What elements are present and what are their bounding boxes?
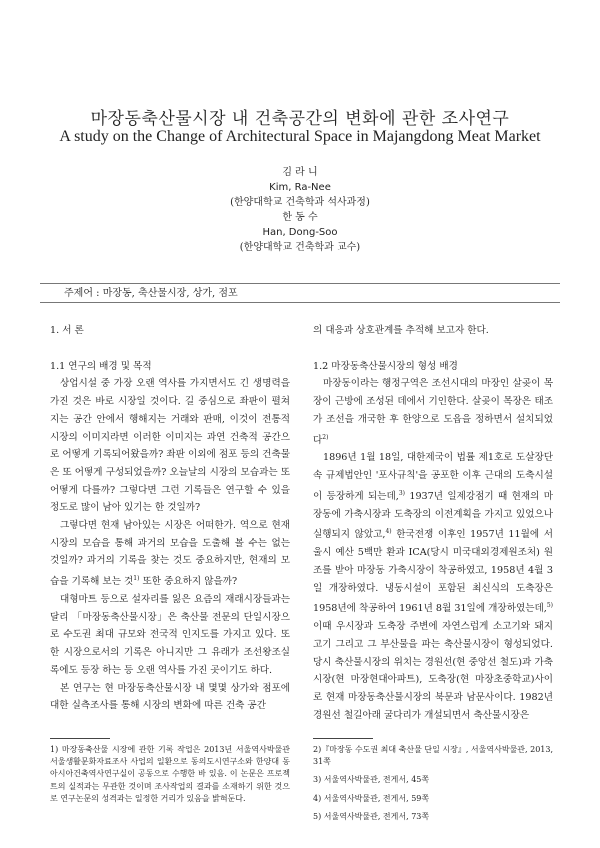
author-1-affiliation: (한양대학교 건축학과 석사과정) bbox=[230, 197, 370, 208]
paper-title-korean: 마장동축산물시장 내 건축공간의 변화에 관한 조사연구 bbox=[90, 109, 510, 129]
author-1-name-korean: 김 라 니 bbox=[282, 167, 318, 178]
subsection-heading-background: 1.1 연구의 배경 및 목적 bbox=[50, 360, 152, 372]
paper-title-english: A study on the Change of Architectural Space in Majangdong Meat Market bbox=[59, 128, 541, 145]
left-footnotes bbox=[50, 744, 290, 811]
footnote: 3) 서울역사박물관, 전게서, 45쪽 bbox=[313, 775, 430, 785]
body-paragraph: 그렇다면 현재 남아있는 시장은 어떠한가. 역으로 현재 시장의 모습을 통해 과거의 모습을 도출해 볼 수는 없는 것일까? 과거의 기록을 찾는 것도 중요하지만, 현재의 모습을 기록해 보는 것$^{1)}$ 또한 중요하지 않을까? bbox=[50, 520, 290, 588]
author-2-name-korean: 한 동 수 bbox=[282, 212, 318, 223]
author-2-name-english: Han, Dong-Soo bbox=[262, 227, 338, 238]
footnote-marker: 2) bbox=[322, 433, 329, 441]
body-paragraph: 본 연구는 현 마장동축산물시장 내 몇몇 상가와 점포에 대한 실측조사를 통해 시장의 변화에 따른 건축 공간 bbox=[50, 682, 290, 712]
right-footnotes bbox=[313, 744, 553, 829]
footnote-marker: 3) bbox=[398, 489, 406, 497]
footnote: 1) 마장동축산물 시장에 관한 기록 작업은 2013년 서울역사박물관 서울생활문화자료조사 사업의 일환으로 동의도시연구소와 한양대 동아시아건축역사연구실이 공동으로 수행한 바 있음. 이 논문은 프로젝트의 실적과는 무관한 것이며 조사작업의 결과를 소재하기 위한 것으로 연구논문의 성격과는 일정한 거리가 있음을 밝혀둔다. bbox=[50, 745, 290, 803]
footnote-marker: 4) bbox=[385, 528, 392, 536]
footnote-marker: 5) bbox=[546, 602, 553, 610]
author-2-affiliation: (한양대학교 건축학과 교수) bbox=[239, 242, 361, 253]
keywords-bar: 주제어 : 마장동, 축산물시장, 상가, 점포 bbox=[40, 283, 560, 303]
body-paragraph: 대형마트 등으로 설자리를 잃은 요즘의 재래시장들과는 달리 「마장동축산물시장」은 축산물 전문의 단일시장으로 수도권 최대 규모와 전국적 인지도를 가지고 있다. 또한 시장으로서의 기록은 아니지만 그 유래가 조선왕조실록에도 등장 하는 등 오랜 역사를 가진 곳이기도 하다. bbox=[50, 594, 290, 676]
body-paragraph-continued: 의 대응과 상호관계를 추적해 보고자 한다. bbox=[313, 325, 489, 336]
left-column bbox=[50, 322, 290, 715]
body-paragraph: 상업시설 중 가장 오랜 역사를 가지면서도 긴 생명력을 가진 것은 바로 시장일 것이다. 길 중심으로 좌판이 펼쳐지는 공간 안에서 행해지는 거래와 판매, 이것이 전통적 시장의 이미지라면 이러한 이미지는 과연 건축적 공간으로 어떻게 기록되어왔을까? 좌판 이외에 점포 등의 건축물은 또 어떻게 구성되었을까? 오늘날의 시장의 모습과는 또 어떻게 다를까? 그렇다면 그런 기록들은 연구할 수 있을 정도로 많이 남아 있기는 한 것일까? bbox=[50, 378, 290, 514]
footnote-divider bbox=[313, 738, 373, 739]
footnote-divider bbox=[50, 738, 110, 739]
footnote: 4) 서울역사박물관, 전게서, 59쪽 bbox=[313, 793, 430, 803]
body-paragraph: 마장동이라는 행정구역은 조선시대의 마장인 살곶이 목장이 근방에 조성된 데에서 기인한다. 살곶이 목장은 태조가 조선을 개국한 후 한양으로 도읍을 정하면서 설치되었다$^{2)}$ bbox=[313, 378, 553, 446]
footnote: 2)『마장동 수도권 최대 축산물 단일 시장』, 서울역사박물관, 2013, 31쪽 bbox=[313, 745, 554, 767]
author-1-name-english: Kim, Ra-Nee bbox=[269, 182, 331, 193]
footnote: 5) 서울역사박물관, 전게서, 73쪽 bbox=[313, 811, 430, 821]
subsection-heading-formation: 1.2 마장동축산물시장의 형성 배경 bbox=[313, 360, 458, 372]
footnote-marker: 1) bbox=[133, 575, 140, 583]
section-heading-introduction: 1. 서 론 bbox=[50, 325, 84, 336]
body-paragraph: 1896년 1월 18일, 대한제국이 법률 제1호로 도살장단속 규제법안인 '포사규칙'을 공포한 이후 근대의 도축시설이 등장하게 되는데,$^{3)}$ 1937년 일제강점기 때 현재의 마장동에 가축시장과 도축장의 이전계획을 가지고 있었으나 실행되지 않았고,$^{4)}$ 한국전쟁 이후인 1957년 11월에 서울시 예산 5백만 환과 ICA(당시 미국대외경제원조처) 원조를 받아 마장동 가축시장이 착공하였고, 1958년 4월 3일 개장하였다. 냉동시설이 포함된 최신식의 도축장은 1958년에 착공하여 1961년 8월 31일에 개장하였는데,$^{5)}$ 이때 우시장과 도축장 주변에 자연스럽게 소고기와 돼지고기 그리고 그 부산물을 파는 축산물시장이 형성되었다. 당시 축산물시장의 위치는 경원선(현 중앙선 철도)과 가축시장(현 마장현대아파트), 도축장(현 마장초중학교)사이로 현재 마장동축산물시장의 북문과 남문사이다. 1982년 경원선 철길아래 굴다리가 개설되면서 축산물시장은 bbox=[313, 452, 553, 721]
right-column bbox=[313, 322, 553, 725]
